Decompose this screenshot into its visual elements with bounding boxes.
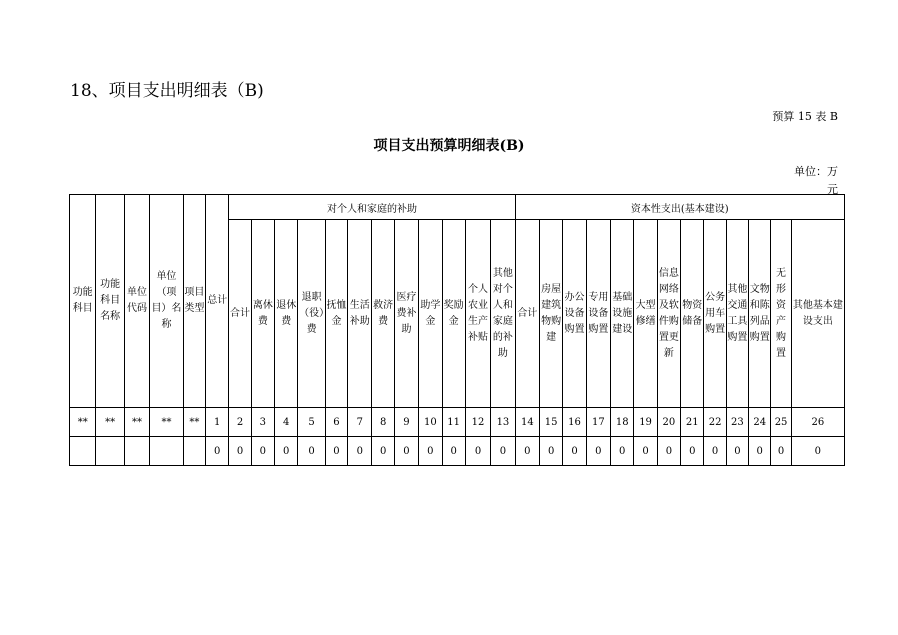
header-cell-personal-11: 个人农业生产补贴	[465, 220, 490, 408]
number-cell-28: 23	[726, 408, 748, 437]
value-cell-25: 0	[657, 437, 680, 466]
value-cell-18: 0	[491, 437, 515, 466]
header-cell-personal-2: 离休费	[251, 220, 274, 408]
number-cell-23: 18	[611, 408, 634, 437]
number-cell-13: 8	[372, 408, 394, 437]
value-cell-13: 0	[372, 437, 394, 466]
header-cell-capital-8: 物资储备	[681, 220, 704, 408]
header-cell-unit-name: 单位（项目）名称	[150, 195, 184, 408]
value-cell-30: 0	[771, 437, 791, 466]
header-group-personal: 对个人和家庭的补助	[229, 195, 515, 220]
value-cell-31: 0	[791, 437, 844, 466]
value-cell-7: 0	[229, 437, 251, 466]
value-cell-16: 0	[442, 437, 465, 466]
number-cell-7: 2	[229, 408, 251, 437]
header-cell-capital-10: 其他交通工具购置	[726, 220, 748, 408]
value-cell-5	[183, 437, 205, 466]
unit-label-cont: 元	[827, 183, 838, 196]
header-cell-personal-9: 助学金	[419, 220, 442, 408]
number-cell-31: 26	[791, 408, 844, 437]
value-cell-4	[150, 437, 184, 466]
header-cell-personal-1: 合计	[229, 220, 251, 408]
header-cell-capital-7: 信息网络及软件购置更新	[657, 220, 680, 408]
header-cell-project-type: 项目类型	[183, 195, 205, 408]
value-cell-10: 0	[298, 437, 325, 466]
value-cell-29: 0	[749, 437, 771, 466]
column-number-row	[70, 408, 845, 437]
number-cell-21: 16	[563, 408, 586, 437]
header-cell-capital-4: 专用设备购置	[586, 220, 610, 408]
header-cell-personal-10: 奖励金	[442, 220, 465, 408]
value-cell-28: 0	[726, 437, 748, 466]
value-cell-19: 0	[515, 437, 539, 466]
number-cell-22: 17	[586, 408, 610, 437]
number-cell-15: 10	[419, 408, 442, 437]
value-row	[70, 437, 845, 466]
value-cell-27: 0	[704, 437, 726, 466]
header-cell-personal-7: 救济费	[372, 220, 394, 408]
value-cell-6: 0	[206, 437, 229, 466]
number-cell-20: 15	[540, 408, 563, 437]
value-cell-15: 0	[419, 437, 442, 466]
number-cell-6: 1	[206, 408, 229, 437]
header-cell-personal-3: 退休费	[275, 220, 298, 408]
value-cell-20: 0	[540, 437, 563, 466]
header-cell-capital-11: 文物和陈列品购置	[749, 220, 771, 408]
value-cell-24: 0	[634, 437, 657, 466]
number-cell-1: **	[70, 408, 96, 437]
header-cell-capital-3: 办公设备购置	[563, 220, 586, 408]
value-cell-12: 0	[348, 437, 372, 466]
value-cell-14: 0	[394, 437, 418, 466]
number-cell-3: **	[124, 408, 149, 437]
header-cell-function-name: 功能科目名称	[96, 195, 124, 408]
number-cell-18: 13	[491, 408, 515, 437]
number-cell-25: 20	[657, 408, 680, 437]
section-title: 18、项目支出明细表（B)	[70, 81, 264, 101]
number-cell-26: 21	[681, 408, 704, 437]
value-cell-11: 0	[325, 437, 347, 466]
value-cell-3	[124, 437, 149, 466]
header-cell-capital-12: 无形资产购置	[771, 220, 791, 408]
number-cell-24: 19	[634, 408, 657, 437]
number-cell-16: 11	[442, 408, 465, 437]
value-cell-9: 0	[275, 437, 298, 466]
number-cell-4: **	[150, 408, 184, 437]
header-cell-capital-13: 其他基本建设支出	[791, 220, 844, 408]
number-cell-17: 12	[465, 408, 490, 437]
number-cell-30: 25	[771, 408, 791, 437]
header-cell-personal-5: 抚恤金	[325, 220, 347, 408]
header-cell-capital-5: 基础设施建设	[611, 220, 634, 408]
header-row-groups	[70, 195, 845, 220]
unit-label: 单位：万	[794, 165, 838, 178]
header-cell-capital-1: 合计	[515, 220, 539, 408]
header-cell-personal-4: 退职（役）费	[298, 220, 325, 408]
header-cell-unit-code: 单位代码	[124, 195, 149, 408]
number-cell-19: 14	[515, 408, 539, 437]
table-title: 项目支出预算明细表(B)	[373, 138, 525, 154]
number-cell-11: 6	[325, 408, 347, 437]
number-cell-8: 3	[251, 408, 274, 437]
header-cell-personal-12: 其他对个人和家庭的补助	[491, 220, 515, 408]
value-cell-23: 0	[611, 437, 634, 466]
number-cell-2: **	[96, 408, 124, 437]
header-cell-function-code: 功能科目	[70, 195, 96, 408]
value-cell-2	[96, 437, 124, 466]
number-cell-9: 4	[275, 408, 298, 437]
value-cell-21: 0	[563, 437, 586, 466]
header-cell-capital-9: 公务用车购置	[704, 220, 726, 408]
value-cell-8: 0	[251, 437, 274, 466]
value-cell-22: 0	[586, 437, 610, 466]
number-cell-29: 24	[749, 408, 771, 437]
number-cell-10: 5	[298, 408, 325, 437]
value-cell-17: 0	[465, 437, 490, 466]
table-code: 预算 15 表 B	[772, 110, 838, 123]
number-cell-27: 22	[704, 408, 726, 437]
budget-table	[69, 194, 845, 466]
header-cell-capital-2: 房屋建筑物购建	[540, 220, 563, 408]
number-cell-14: 9	[394, 408, 418, 437]
number-cell-12: 7	[348, 408, 372, 437]
header-cell-total: 总计	[206, 195, 229, 408]
value-cell-1	[70, 437, 96, 466]
header-group-capital: 资本性支出(基本建设)	[515, 195, 844, 220]
header-cell-capital-6: 大型修缮	[634, 220, 657, 408]
header-cell-personal-8: 医疗费补助	[394, 220, 418, 408]
header-cell-personal-6: 生活补助	[348, 220, 372, 408]
number-cell-5: **	[183, 408, 205, 437]
value-cell-26: 0	[681, 437, 704, 466]
